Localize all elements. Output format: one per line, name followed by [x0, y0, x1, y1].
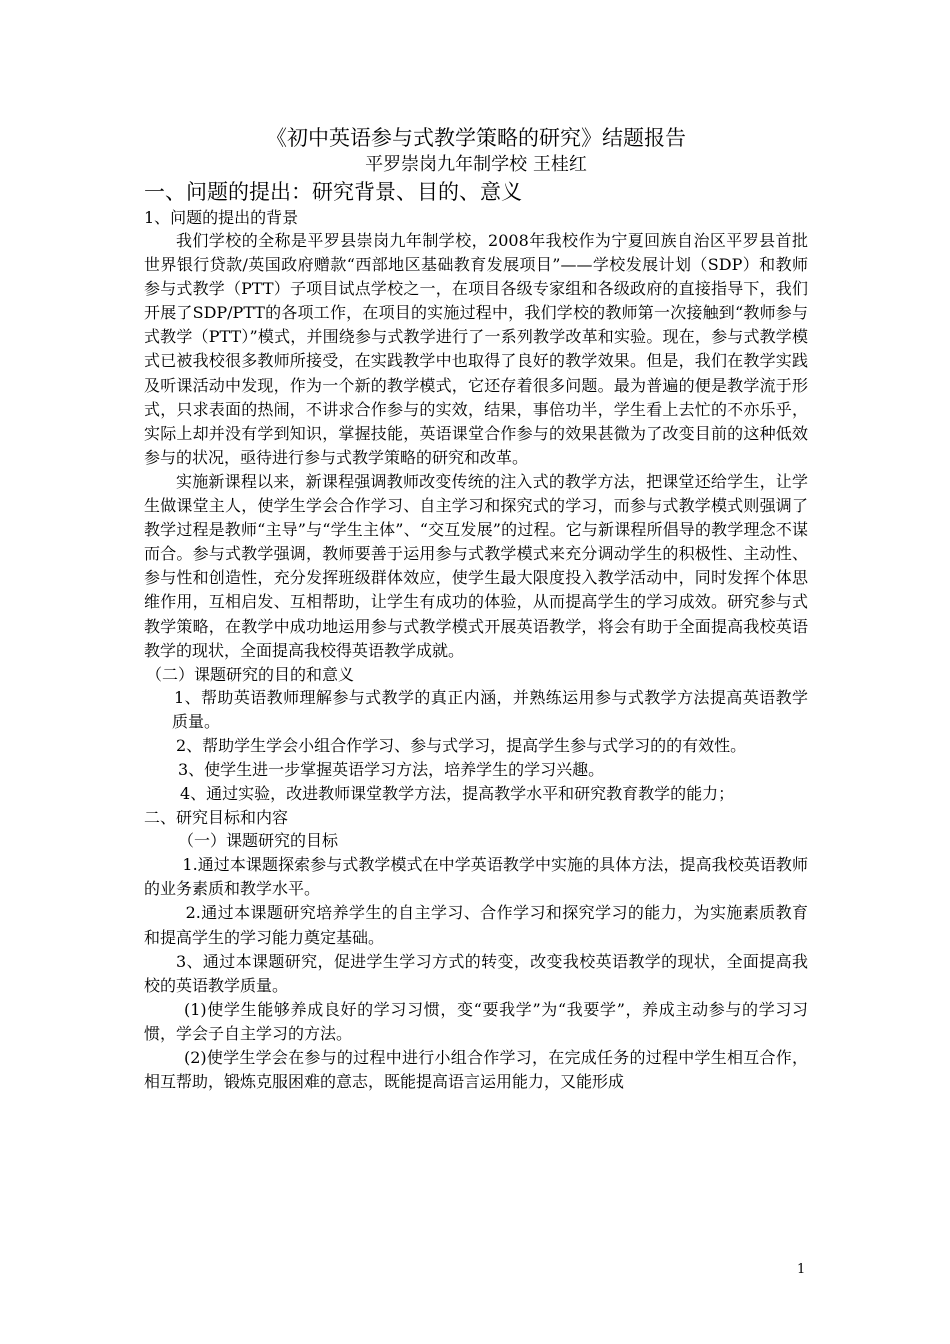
target-item-2: 2.通过本课题研究培养学生的自主学习、合作学习和探究学习的能力，为实施素质教育和提高学生的学习能力奠定基础。: [144, 903, 808, 947]
target-item-3: 3、通过本课题研究，促进学生学习方式的转变，改变我校英语教学的现状，全面提高我校的英语教学质量。: [144, 951, 808, 995]
paragraph-background-1: 我们学校的全称是平罗县崇岗九年制学校，2008年我校作为宁夏回族自治区平罗县首批世界银行贷款/英国政府赠款“西部地区基础教育发展项目”——学校发展计划（SDP）和教师参与式教学（PTT）子项目试点学校之一，在项目各级专家组和各级政府的直接指导下，我们开展了SDP/PTT的各项工作，在项目的实施过程中，我们学校的教师第一次接触到“教师参与式教学（PTT）”模式，并围绕参与式教学进行了一系列教学改革和实验。现在，参与式教学模式已被我校很多教师所接受，在实践教学中也取得了良好的教学效果。但是，我们在教学实践及听课活动中发现，作为一个新的教学模式，它还存着很多问题。最为普遍的便是教学流于形式，只求表面的热闹，不讲求合作参与的实效，结果，事倍功半，学生看上去忙的不亦乐乎，实际上却并没有学到知识，掌握技能，英语课堂合作参与的效果甚微为了改变目前的这种低效参与的状况，亟待进行参与式教学策略的研究和改革。: [144, 231, 808, 467]
target-item-3a: (1)使学生能够养成良好的学习习惯，变“要我学”为“我要学”，养成主动参与的学习习惯，学会子自主学习的方法。: [144, 999, 808, 1043]
goal-item-1: 1、帮助英语教师理解参与式教学的真正内涵，并熟练运用参与式教学方法提高英语教学质量。: [172, 687, 808, 731]
target-item-3b: (2)使学生学会在参与的过程中进行小组合作学习，在完成任务的过程中学生相互合作，相互帮助，锻炼克服困难的意志，既能提高语言运用能力，又能形成: [144, 1048, 808, 1092]
document-title: 《初中英语参与式教学策略的研究》结题报告: [266, 126, 686, 150]
subsection-heading-purpose: （二）课题研究的目的和意义: [146, 664, 355, 684]
goal-item-2: 2、帮助学生学会小组合作学习、参与式学习，提高学生参与式学习的的有效性。: [176, 735, 747, 755]
page-number: 1: [797, 1262, 806, 1277]
section-heading-1: 一、问题的提出：研究背景、目的、意义: [144, 180, 522, 204]
goal-item-3: 3、使学生进一步掌握英语学习方法，培养学生的学习兴趣。: [178, 759, 605, 779]
goal-item-4: 4、通过实验，改进教师课堂教学方法，提高教学水平和研究教育教学的能力；: [180, 784, 735, 804]
subsection-heading-background: 1、问题的提出的背景: [144, 208, 299, 227]
document-author: 平罗崇岗九年制学校 王桂红: [365, 154, 587, 175]
document-body: [144, 124, 808, 1094]
paragraph-background-2: 实施新课程以来，新课程强调教师改变传统的注入式的教学方法，把课堂还给学生，让学生做课堂主人，使学生学会合作学习、自主学习和探究式的学习，而参与式教学模式则强调了教学过程是教师“主导”与“学生主体”、“交互发展”的过程。它与新课程所倡导的教学理念不谋而合。参与式教学强调，教师要善于运用参与式教学模式来充分调动学生的积极性、主动性、参与性和创造性，充分发挥班级群体效应，使学生最大限度投入教学活动中，同时发挥个体思维作用，互相启发、互相帮助，让学生有成功的体验，从而提高学生的学习成效。研究参与式教学策略，在教学中成功地运用参与式教学模式开展英语教学，将会有助于全面提高我校英语教学的现状，全面提高我校得英语教学成就。: [144, 471, 808, 660]
section-heading-2: 二、研究目标和内容: [144, 808, 289, 828]
subsection-heading-targets: （一）课题研究的目标: [178, 831, 339, 851]
target-item-1: 1.通过本课题探索参与式教学模式在中学英语教学中实施的具体方法，提高我校英语教师的业务素质和教学水平。: [144, 855, 808, 899]
